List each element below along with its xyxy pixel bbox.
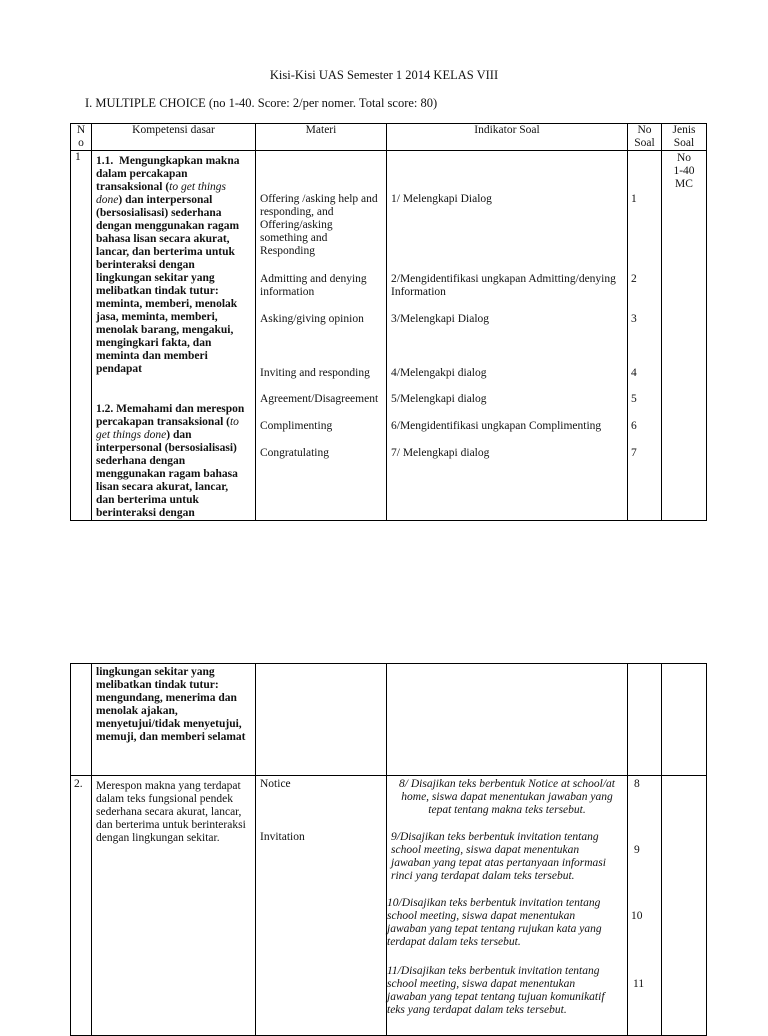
header-jenis-soal: Jenis Soal [662,124,707,151]
header-kompetensi-dasar: Kompetensi dasar [92,124,256,151]
indikator-item-10: 10/Disajikan teks berbentuk invitation tentang school meeting, siswa dapat menentukan jawaban yang tepat tentang rujukan kata yang terdapat dalam teks tersebut. [387,897,602,948]
table-row-continued [71,664,707,776]
row1-materi [256,151,387,521]
row2-kompetensi-dasar: Merespon makna yang terdapat dalam teks fungsional pendek sederhana secara akurat, lancar, dan berterima untuk berinteraksi dengan lingkungan sekitar. [92,776,256,1036]
materi-item-4: Inviting and responding [260,367,370,379]
row1-jenis-soal: No 1-40 MC [662,151,707,521]
header-no-soal: No Soal [628,124,662,151]
kd-1-1: 1.1. Mengungkapkan makna dalam percakapan transaksional (to get things done) dan interpersonal (bersosialisasi) sederhana dengan menggunakan ragam bahasa lisan secara akurat, lancar, dan berterima untuk berinteraksi dengan lingkungan sekitar yang melibatkan tindak tutur: meminta, memberi, menolak jasa, meminta, memberi, menolak barang, mengakui, mengingkari fakta, dan meminta dan memberi pendapat [96,155,240,375]
indikator-item-8: 8/ Disajikan teks berbentuk Notice at school/at home, siswa dapat menentukan jawaban yang tepat tentang makna teks tersebut. [399,778,615,816]
row2-jenis-soal [662,776,707,1036]
indikator-item-4: 4/Melengakpi dialog [391,367,487,379]
materi-item-7: Congratulating [260,447,329,459]
header-materi: Materi [256,124,387,151]
indikator-item-6: 6/Mengidentifikasi ungkapan Complimenting [391,420,602,432]
materi-item-5: Agreement/Disagreement [260,393,379,405]
cont-jenis-soal [662,664,707,776]
no-soal-11: 11 [633,978,645,990]
indikator-item-9: 9/Disajikan teks berbentuk invitation tentang school meeting, siswa dapat menentukan jawaban yang tepat atas pertanyaan informasi rinci yang terdapat dalam teks tersebut. [391,831,606,882]
materi-item-3: Asking/giving opinion [260,313,364,325]
indikator-item-2: 2/Mengidentifikasi ungkapan Admitting/denying Information [391,273,616,298]
no-soal-7: 7 [631,447,637,459]
table-row-2 [71,776,707,1036]
row2-no-soal [628,776,662,1036]
materi-notice: Notice [260,778,291,790]
cont-no-soal [628,664,662,776]
row1-no-soal [628,151,662,521]
indikator-item-1: 1/ Melengkapi Dialog [391,193,492,205]
row2-indikator [387,776,628,1036]
materi-item-6: Complimenting [260,420,333,432]
row1-no: 1 [71,151,92,521]
indikator-item-7: 7/ Melengkapi dialog [391,447,490,459]
header-indikator-soal: Indikator Soal [387,124,628,151]
no-soal-8: 8 [634,778,640,790]
kisi-kisi-table-top [70,123,707,521]
row2-no: 2. [71,776,92,1036]
header-no: N o [71,124,92,151]
materi-invitation: Invitation [260,831,305,843]
table-row-1 [71,151,707,521]
no-soal-3: 3 [631,313,637,325]
materi-item-2: Admitting and denying information [260,273,367,298]
row2-materi [256,776,387,1036]
kisi-kisi-table-bottom [70,663,707,1036]
cont-materi [256,664,387,776]
page-title: Kisi-Kisi UAS Semester 1 2014 KELAS VIII [269,68,499,82]
cont-indikator [387,664,628,776]
indikator-item-3: 3/Melengkapi Dialog [391,313,490,325]
kd-1-2: 1.2. Memahami dan merespon percakapan transaksional (to get things done) dan interpersonal (bersosialisasi) sederhana dengan menggunakan ragam bahasa lisan secara akurat, lancar, dan berterima untuk berinteraksi dengan [96,403,245,519]
no-soal-4: 4 [631,367,637,379]
row1-kompetensi-dasar [92,151,256,521]
header-row [71,124,707,151]
section-title: I. MULTIPLE CHOICE (no 1-40. Score: 2/per nomer. Total score: 80) [85,96,438,110]
no-soal-10: 10 [631,910,643,922]
indikator-item-11: 11/Disajikan teks berbentuk invitation tentang school meeting, siswa dapat menentukan jawaban yang tepat tentang tujuan komunikatif teks yang terdapat dalam teks tersebut. [387,965,605,1016]
indikator-item-5: 5/Melengkapi dialog [391,393,487,405]
no-soal-9: 9 [634,844,640,856]
cont-no [71,664,92,776]
materi-item-1: Offering /asking help and responding, and Offering/asking something and Responding [260,193,378,257]
no-soal-6: 6 [631,420,637,432]
no-soal-1: 1 [631,193,637,205]
row1-indikator [387,151,628,521]
no-soal-2: 2 [631,273,637,285]
no-soal-5: 5 [631,393,637,405]
cont-kompetensi-dasar: lingkungan sekitar yang melibatkan tindak tutur: mengundang, menerima dan menolak ajakan, menyetujui/tidak menyetujui, memuji, dan memberi selamat [92,664,256,776]
